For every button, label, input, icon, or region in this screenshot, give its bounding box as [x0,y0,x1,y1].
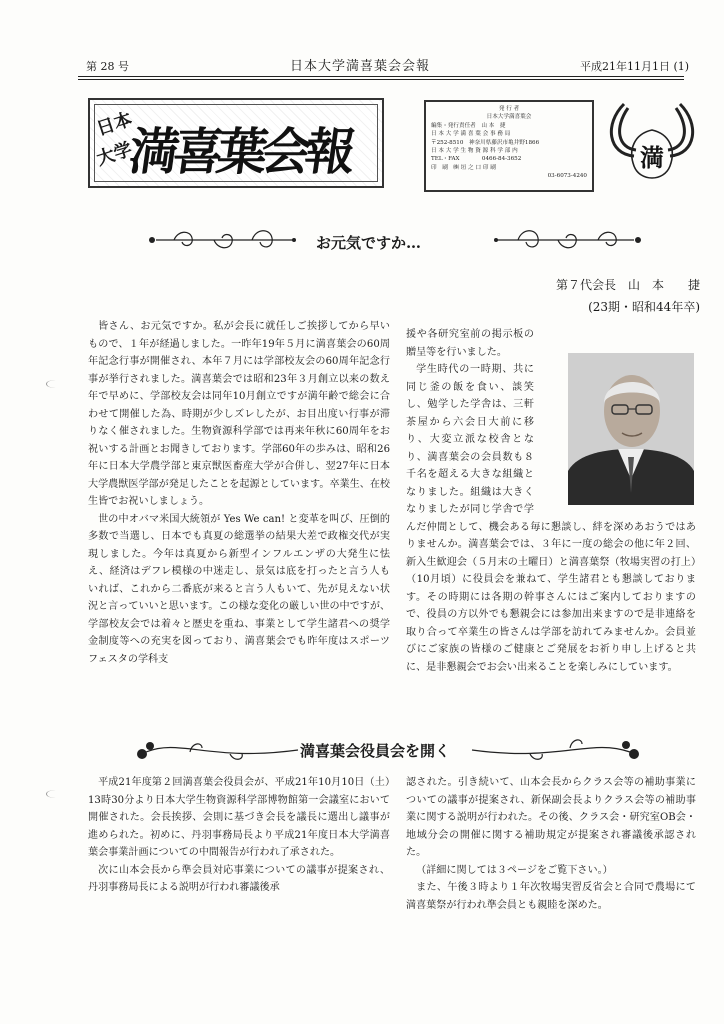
punch-hole-mark [46,790,65,798]
paragraph: また、午後３時より１年次牧場実習反省会と合同で農場にて満喜葉祭が行われ準会員とも親睦を深めた。 [406,882,696,911]
publisher-line: 印 刷 ㈱ 垣 之 口 印 刷 [431,164,496,171]
publisher-line: 03-6073-4240 [547,173,587,180]
publisher-line: 編集・発行責任者 山 本 捷 [431,122,506,129]
article2-left-column [88,774,390,934]
publisher-line: 〒252-8510 神奈川県藤沢市亀井野1866 [431,139,540,146]
paragraph: （詳細に関しては３ページをご覧下さい。） [416,864,613,876]
issue-number: 第 28 号 [86,60,129,73]
paragraph: 認された。引き続いて、山本会長からクラス会等の補助事業についての議事が提案され、新保副会長よりクラス会等の補助事業に関する説明が行われた。その後、クラス会・研究室OB会・地域分会の開催に関する補助規定が提案され審議後承認された。 [406,777,696,858]
masthead-line1: 日本 [94,108,135,140]
date-page: 平成21年11月1日 (1) [580,60,690,73]
floral-ornament-icon [470,732,650,768]
publisher-line: TEL・FAX 0466-84-3652 [431,156,522,163]
masthead-logo [88,98,384,188]
emblem-char: 満 [640,143,664,172]
paragraph: 世の中オバマ米国大統領が Yes We can! と変革を叫び、圧倒的多数で当選し、日本でも真夏の総選挙の結果大差で政権交代が実現しました。今年は真夏から新型インフルエンザの大発生に怯え、経済はデフレ模様の中迷走し、景気は底を打ったと言う人もいれば、これから二番底が来ると言う人もいて、先が見えない状況と言っていいと思います。この様な変化の厳しい世の中ですが、学部校友会では着々と歴史を重ね、事業として学生諸君への奨学金制度等への充実を図っており、満喜葉会でも昨年度はスポーツフェスタの学科支 [88,513,390,665]
paragraph: 平成21年度第２回満喜葉会役員会が、平成21年10月10日（土）13時30分より日本大学生物資源科学部博物館第一会議室において開催された。会長挨拶、会則に基づき会長を議長に選出し議事が進められた。初めに、丹羽事務局長より平成21年度日本大学満喜葉会事業計画についての中間報告が行われ了承された。 [88,777,390,858]
paragraph: 皆さん、お元気ですか。私が会長に就任しご挨拶してから早いもので、１年が経過しました。一昨年19年５月に満喜葉会の60周年記念行事が開催され、本年７月には学部校友会の60周年記念行事が挙行されました。満喜葉会では昭和23年３月創立以来の数え年で早めに、学部校友会は同年10月創立ですが満年齢で総会に合わせて開催した為、時期が少しズレしたが、お目出度い行事が滞りなく催されました。生物資源科学部では再来年秋に60周年をお祝いする計画とお聞きしております。学部60年の歩みは、昭和26年に日本大学農学部と東京獣医畜産大学が合併し、翌27年に日本大学農獣医学部が発足したことを起源としています。卒業生、在校生皆でお祝いしましょう。 [88,321,390,507]
author-title: 第７代会長 山 本 捷 [555,278,700,292]
author-note: (23期・昭和44年卒) [588,300,700,314]
masthead-line2: 大学 [94,138,135,170]
header-rule [78,76,684,77]
publisher-line: 日本大学満喜葉会 [486,114,532,121]
header-rule [78,79,684,80]
paragraph: 学生時代の一時期、共に同じ釜の飯を食い、談笑し、勉学した学舎は、三軒茶屋から六会日大前に移り、大変立派な校舎となり、満喜葉会の会員数も８千名を超える大きな組織となりました。組織は大きくなりましたが同じ学舎で学んだ仲間として、機会ある毎に懇談し、絆を深めあおうではありませんか。満喜葉会では、３年に一度の総会の他に年２回、新入生歓迎会（５月末の土曜日）と満喜葉祭（牧場実習の打上）（10月頃）に役員会を兼ねて、学生諸君とも懇談しております。その時期には各期の幹事さんにはご案内しておりますので、役員の方以外でも懇親会には参加出来ますので是非連絡を取り合って卒業生の皆さんは学部を訪れてみませんか。会員並びにご家族の皆様のご健康とご発展をお祈り申し上げると共に、是非懇親会でお会い出来ることを楽しみにしています。 [406,364,696,673]
publisher-line: 日 本 大 学 生 物 資 源 科 学 部 内 [431,148,518,155]
publisher-line: 発 行 者 [498,106,520,112]
article1-left-column [88,318,390,730]
horns-emblem-icon [604,94,700,204]
punch-hole-mark [46,380,65,388]
flourish-ornament-icon [144,224,304,256]
person-portrait-icon [568,353,694,505]
article1-byline [520,274,700,318]
publisher-line: 日 本 大 学 満 喜 葉 会 事 務 局 [431,131,511,138]
paragraph: 次に山本会長から準会員対応事業についての議事が提案され、丹羽事務局長による説明が行われ審議後承 [88,864,390,893]
article2-title: 満喜葉会役員会を開く [300,742,451,760]
article2-right-column [406,774,696,914]
paragraph: 援や各研究室前の掲示板の贈呈等を行いました。 [406,329,534,358]
portrait-photo [568,353,694,505]
publisher-info-box [424,100,594,192]
flourish-ornament-icon [486,224,646,256]
paper-name: 日本大学満喜葉会会報 [290,59,431,74]
article1-title: お元気ですか… [316,234,422,252]
masthead-title: 満喜葉会報 [125,122,354,181]
floral-ornament-icon [130,732,300,768]
